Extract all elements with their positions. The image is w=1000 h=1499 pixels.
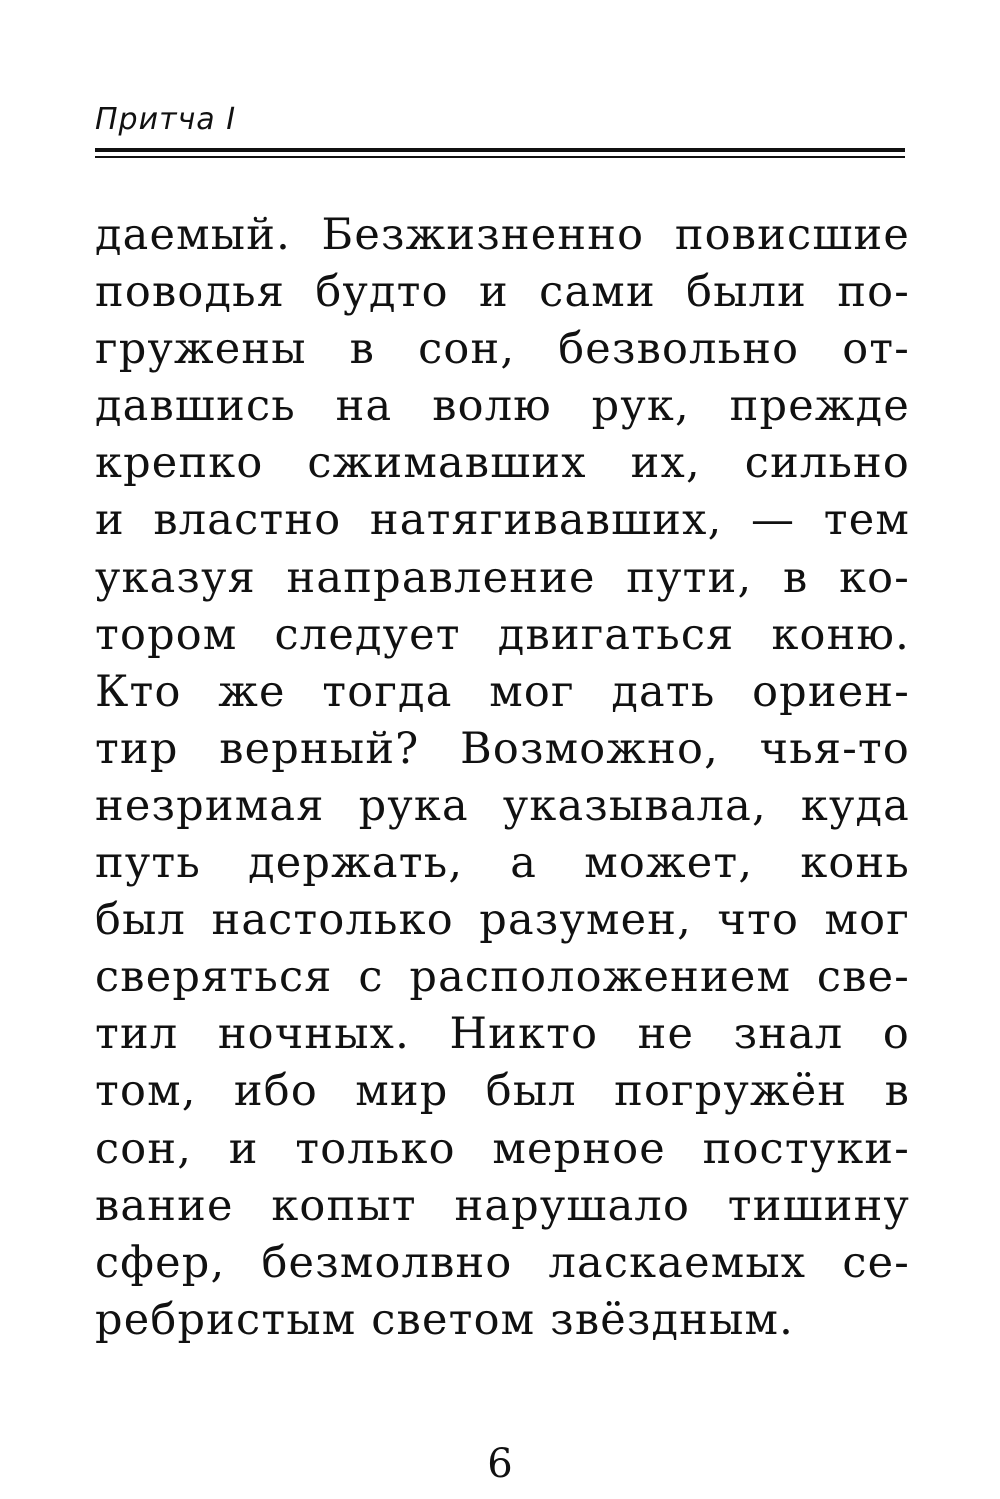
text-line: гружены в сон, безвольно от-	[95, 324, 910, 375]
text-line: сфер, безмолвно ласкаемых се-	[95, 1237, 910, 1288]
text-line: давшись на волю рук, прежде	[95, 381, 910, 432]
text-line: том, ибо мир был погружён в	[95, 1066, 910, 1117]
text-line: тил ночных. Никто не знал о	[95, 1009, 910, 1060]
page-number: 6	[487, 1441, 513, 1487]
text-line: сверяться с расположением све-	[95, 952, 910, 1003]
header-rule-thick	[95, 148, 905, 152]
text-line: даемый. Безжизненно повисшие	[95, 210, 910, 260]
text-line: тир верный? Возможно, чья-то	[95, 723, 910, 774]
text-line: крепко сжимавших их, сильно	[95, 438, 910, 489]
text-line: поводья будто и сами были по-	[95, 267, 910, 318]
text-line: путь держать, а может, конь	[95, 838, 910, 889]
text-line: вание копыт нарушало тишину	[95, 1180, 910, 1231]
text-line: и властно натягивавших, — тем	[95, 495, 910, 546]
text-line: тором следует двигаться коню.	[95, 609, 910, 660]
running-header: Притча I	[95, 102, 237, 137]
text-line: сон, и только мерное постуки-	[95, 1123, 910, 1174]
text-line: Кто же тогда мог дать ориен-	[95, 666, 910, 717]
text-line: указуя направление пути, в ко-	[95, 552, 910, 603]
header-rule-thin	[95, 156, 905, 158]
text-line: был настолько разумен, что мог	[95, 895, 910, 946]
body-text	[95, 207, 910, 1349]
text-line: ребристым светом звёздным.	[95, 1294, 795, 1345]
text-line: незримая рука указывала, куда	[95, 780, 910, 831]
